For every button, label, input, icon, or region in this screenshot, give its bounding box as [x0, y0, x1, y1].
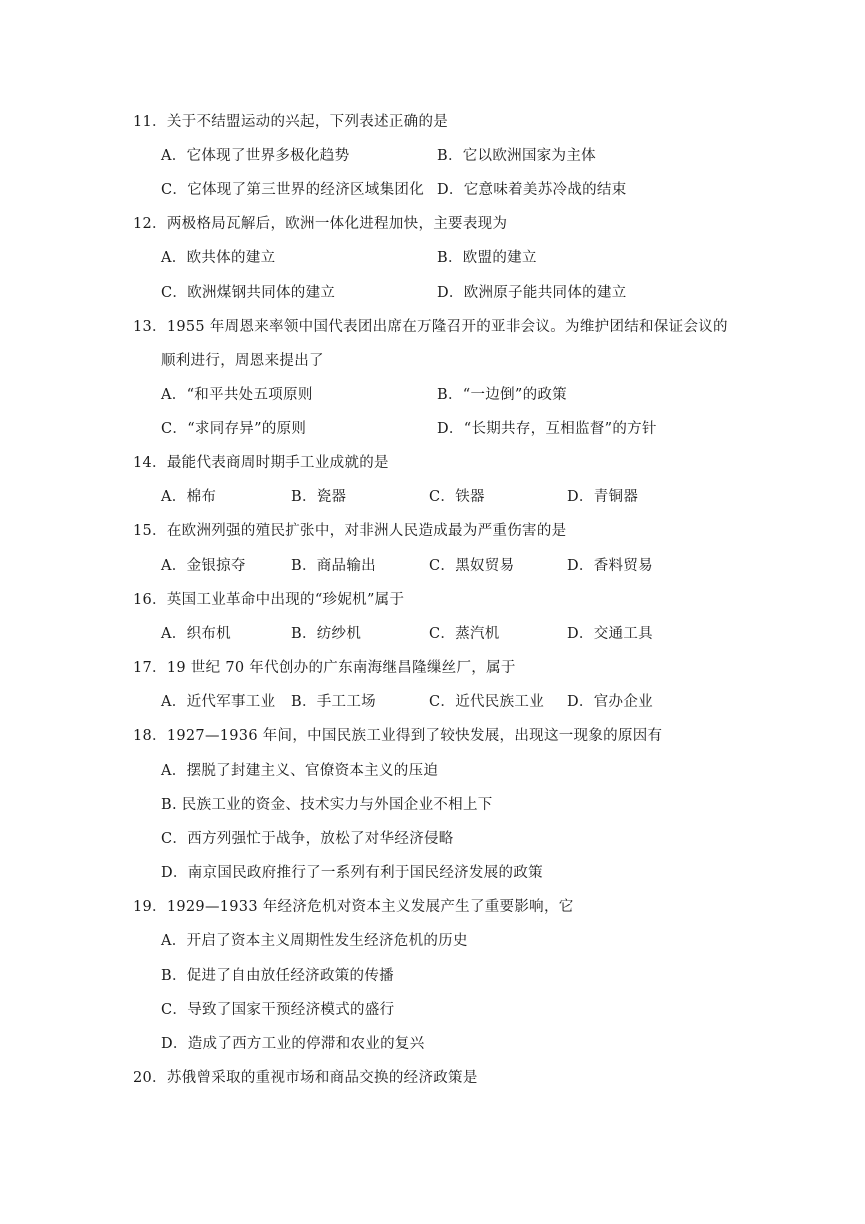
question-19-option-c: C．导致了国家干预经济模式的盛行 — [161, 1002, 395, 1018]
question-13-option-a: A．“和平共处五项原则 — [161, 387, 313, 403]
question-16-stem: 16．英国工业革命中出现的“珍妮机”属于 — [133, 592, 405, 608]
question-12-stem: 12．两极格局瓦解后，欧洲一体化进程加快，主要表现为 — [133, 216, 508, 232]
question-11-option-c: C．它体现了第三世界的经济区域集团化 — [161, 182, 424, 198]
question-13-stem-line1: 13．1955 年周恩来率领中国代表团出席在万隆召开的亚非会议。为维护团结和保证会议的 — [133, 319, 728, 335]
question-12-option-c: C．欧洲煤钢共同体的建立 — [161, 285, 336, 301]
question-19-option-b: B．促进了自由放任经济政策的传播 — [161, 968, 394, 984]
question-12-option-b: B．欧盟的建立 — [437, 250, 537, 266]
question-11-option-a: A．它体现了世界多极化趋势 — [161, 148, 350, 164]
question-18-option-d: D．南京国民政府推行了一系列有利于国民经济发展的政策 — [161, 865, 543, 881]
question-14-option-a: A．棉布 — [161, 489, 217, 505]
question-16-option-d: D．交通工具 — [567, 626, 653, 642]
question-14-option-b: B．瓷器 — [291, 489, 347, 505]
question-13-option-b: B．“一边倒”的政策 — [437, 387, 567, 403]
question-18-stem: 18．1927—1936 年间，中国民族工业得到了较快发展，出现这一现象的原因有 — [133, 728, 663, 744]
question-18-option-a: A．摆脱了封建主义、官僚资本主义的压迫 — [161, 763, 439, 779]
question-15-option-a: A．金银掠夺 — [161, 558, 246, 574]
question-15-stem: 15．在欧洲列强的殖民扩张中，对非洲人民造成最为严重伤害的是 — [133, 523, 567, 539]
question-14-option-c: C．铁器 — [429, 489, 485, 505]
question-11-option-d: D．它意味着美苏冷战的结束 — [437, 182, 627, 198]
question-17-option-c: C．近代民族工业 — [429, 694, 544, 710]
question-16-option-c: C．蒸汽机 — [429, 626, 500, 642]
question-11-stem: 11．关于不结盟运动的兴起，下列表述正确的是 — [133, 114, 449, 130]
question-14-stem: 14．最能代表商周时期手工业成就的是 — [133, 455, 389, 471]
question-17-stem: 17．19 世纪 70 年代创办的广东南海继昌隆缫丝厂，属于 — [133, 660, 516, 676]
question-17-option-a: A．近代军事工业 — [161, 694, 276, 710]
question-19-stem: 19．1929—1933 年经济危机对资本主义发展产生了重要影响，它 — [133, 899, 574, 915]
question-16-option-a: A．织布机 — [161, 626, 231, 642]
question-12-option-d: D．欧洲原子能共同体的建立 — [437, 285, 627, 301]
question-11-option-b: B．它以欧洲国家为主体 — [437, 148, 596, 164]
question-19-option-d: D．造成了西方工业的停滞和农业的复兴 — [161, 1036, 425, 1052]
question-13-option-c: C．“求同存异”的原则 — [161, 421, 307, 437]
question-15-option-b: B．商品输出 — [291, 558, 376, 574]
question-17-option-d: D．官办企业 — [567, 694, 653, 710]
question-16-option-b: B．纺纱机 — [291, 626, 362, 642]
question-18-option-b: B. 民族工业的资金、技术实力与外国企业不相上下 — [161, 797, 493, 813]
question-18-option-c: C．西方列强忙于战争，放松了对华经济侵略 — [161, 831, 454, 847]
question-15-option-c: C．黑奴贸易 — [429, 558, 515, 574]
question-12-option-a: A．欧共体的建立 — [161, 250, 276, 266]
question-15-option-d: D．香料贸易 — [567, 558, 653, 574]
question-17-option-b: B．手工工场 — [291, 694, 376, 710]
question-13-stem-line2: 顺利进行，周恩来提出了 — [161, 353, 324, 369]
question-14-option-d: D．青铜器 — [567, 489, 639, 505]
question-20-stem: 20．苏俄曾采取的重视市场和商品交换的经济政策是 — [133, 1070, 478, 1086]
question-13-option-d: D．“长期共存，互相监督”的方针 — [437, 421, 657, 437]
question-19-option-a: A．开启了资本主义周期性发生经济危机的历史 — [161, 933, 468, 949]
